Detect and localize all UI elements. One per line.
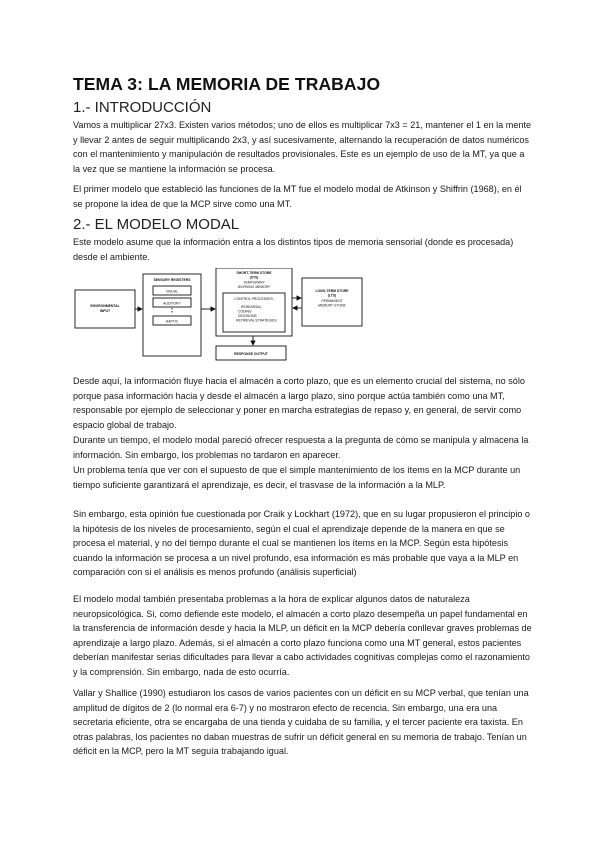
paragraph: Sin embargo, esta opinión fue cuestionada por Craik y Lockhart (1972), que en su lugar propusieron el principio o la hipótesis de los niveles de procesamiento, según el cual el aprendizaje depende de la manera en que se procesa el material, y no del tiempo durante el cual se mantienen los ítems en la MCP. Según esta hipótesis cuando la información se procesa a un nivel profundo, esa información es más probable que vaya a la MLP en comparación con si el análisis es menos profundo (análisis superficial) bbox=[73, 509, 530, 577]
svg-text:MEMORY STORE: MEMORY STORE bbox=[318, 303, 346, 308]
paragraph: Un problema tenía que ver con el supuesto de que el simple mantenimiento de los ítems en la MCP durante un tiempo suficiente garantizará el aprendizaje, es decir, el trasvase de la información a la MLP. bbox=[73, 465, 521, 490]
svg-text:PERMANENT: PERMANENT bbox=[321, 299, 343, 303]
svg-text:AUDITORY: AUDITORY bbox=[163, 301, 181, 306]
svg-text:(LTS): (LTS) bbox=[327, 293, 337, 298]
svg-text:DECISIONS: DECISIONS bbox=[238, 314, 257, 318]
svg-text:TEMPORARY: TEMPORARY bbox=[243, 280, 265, 285]
response-output-label: RESPONSE OUTPUT bbox=[234, 352, 268, 356]
svg-text:INPUT: INPUT bbox=[99, 309, 111, 313]
paragraph: Este modelo asume que la información entra a los distintos tipos de memoria sensorial (donde es procesada) desde el ambiente. bbox=[73, 237, 514, 262]
svg-text:CONTROL PROCESSES:: CONTROL PROCESSES: bbox=[234, 297, 274, 301]
paragraph: Vallar y Shallice (1990) estudiaron los casos de varios pacientes con un déficit en su MCP verbal, que tenían una amplitud de dígitos de 2 (lo normal era 6-7) y no mostraron efecto de recencia. Sin embargo, una era una secretaria eficiente, otra se encargaba de una tienda y cuidaba de su familia, y el tercer paciente era taxista. En otras palabras, los pacientes no daban muestras de sufrir un déficit general en su memoria de trabajo. Tenían un déficit en la MCP, pero la MT seguía trabajando igual. bbox=[73, 688, 529, 756]
environmental-input-label: ENVIRONMENTAL bbox=[90, 304, 120, 308]
svg-text:HAPTIC: HAPTIC bbox=[165, 319, 179, 324]
svg-text:VISUAL: VISUAL bbox=[165, 289, 179, 294]
sensory-registers-label: SENSORY REGISTERS bbox=[153, 278, 191, 282]
page-title: TEMA 3: LA MEMORIA DE TRABAJO bbox=[73, 74, 381, 94]
long-term-store-label: LONG-TERM STORE bbox=[315, 289, 349, 293]
svg-text:REHEARSAL: REHEARSAL bbox=[241, 305, 262, 309]
svg-text:RETRIEVAL STRATEGIES: RETRIEVAL STRATEGIES bbox=[236, 318, 277, 323]
section-heading-introduccion: 1.- INTRODUCCIÓN bbox=[73, 99, 212, 116]
svg-text:(STS): (STS) bbox=[249, 275, 259, 280]
short-term-store-label: SHORT-TERM STORE bbox=[236, 271, 272, 275]
svg-text:WORKING MEMORY: WORKING MEMORY bbox=[237, 285, 271, 289]
paragraph: Desde aquí, la información fluye hacia el almacén a corto plazo, que es un elemento crucial del sistema, no sólo porque pasa información hacia y desde el almacén a largo plazo, sino porque actúa también como una MT, responsable por ejemplo de seleccionar y poner en marcha estrategias de repaso y, en general, de servir como espacio global de trabajo. bbox=[73, 376, 525, 430]
section-heading-modelo-modal: 2.- EL MODELO MODAL bbox=[73, 216, 240, 233]
modal-model-diagram bbox=[73, 268, 403, 372]
paragraph: Durante un tiempo, el modelo modal pareció ofrecer respuesta a la pregunta de cómo se manipula y almacena la información. Sin embargo, los problemas no tardaron en aparecer. bbox=[73, 435, 529, 460]
paragraph: El primer modelo que estableció las funciones de la MT fue el modelo modal de Atkinson y Shiffrin (1968), en él se propone la idea de que la MCP sirve como una MT. bbox=[73, 184, 522, 209]
svg-text:CODING: CODING bbox=[238, 309, 252, 314]
paragraph: El modelo modal también presentaba problemas a la hora de explicar algunos datos de naturaleza neuropsicológica. Si, como defiende este modelo, el almacén a corto plazo desempeña un papel fundamental en la transferencia de información desde y hacia la MLP, un déficit en la MCP debería conllevar graves problemas de aprendizaje a largo plazo. Además, si el almacén a corto plazo funciona como una MT general, estos pacientes deberían manifestar serias dificultades para llevar a cabo actividades cognitivas complejas como el razonamiento y la comprensión. Sin embargo, nada de esto ocurría. bbox=[73, 594, 532, 677]
paragraph: Vamos a multiplicar 27x3. Existen varios métodos; uno de ellos es multiplicar 7x3 = 21, mantener el 1 en la mente y llevar 2 antes de seguir multiplicando 2x3, y así sucesivamente, alternando la recuperación de datos numéricos con el mantenimiento y manipulación de resultados provisionales. Este es un ejemplo de uso de la MT, ya que a la vez que se mantiene la información se procesa. bbox=[73, 120, 532, 174]
